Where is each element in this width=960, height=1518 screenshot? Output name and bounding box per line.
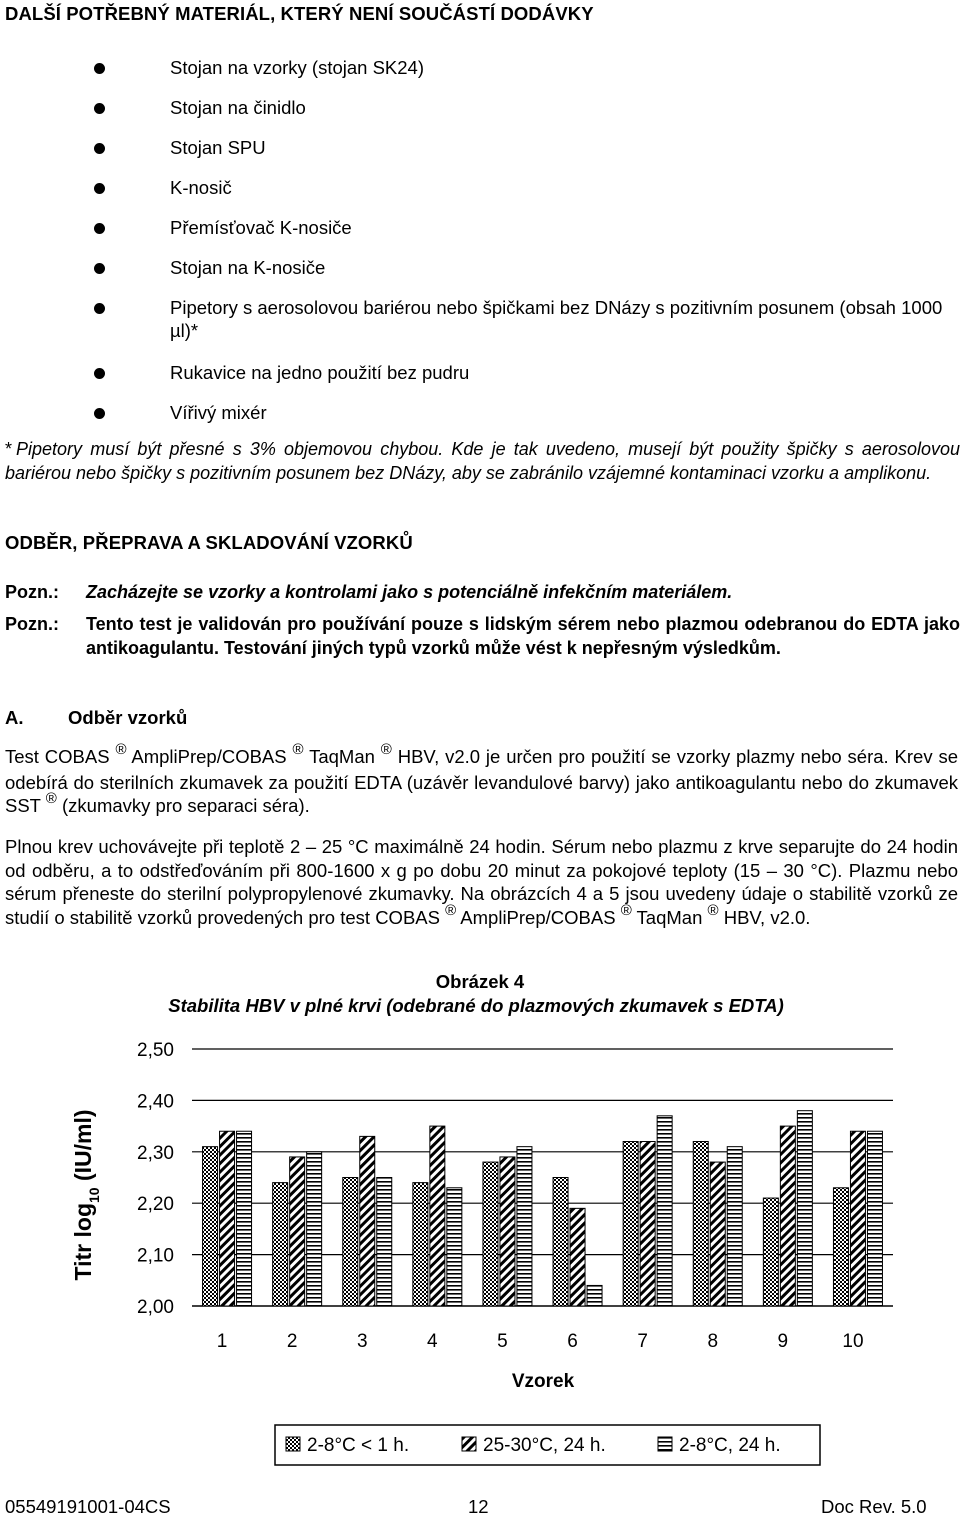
x-tick-label: 3: [356, 1331, 368, 1352]
stability-chart: [0, 1025, 960, 1495]
bar: [710, 1162, 725, 1306]
bar: [413, 1183, 428, 1306]
registered-mark: ®: [115, 741, 127, 758]
footer-doc-number: 05549191001-04CS: [5, 1496, 171, 1517]
bar: [273, 1183, 288, 1306]
legend-swatch: [286, 1437, 300, 1451]
legend: [275, 1425, 820, 1465]
y-tick-label: 2,10: [137, 1245, 174, 1267]
bullet-icon: [94, 263, 105, 274]
sampling-heading: ODBĚR, PŘEPRAVA A SKLADOVÁNÍ VZORKŮ: [5, 532, 413, 553]
x-tick-label: 8: [707, 1331, 719, 1352]
list-item-text: Vířivý mixér: [170, 402, 267, 423]
x-tick-label: 5: [497, 1331, 508, 1352]
x-tick-label: 4: [427, 1331, 438, 1352]
x-axis-label: Vzorek: [511, 1371, 575, 1392]
legend-label: 2-8°C, 24 h.: [679, 1435, 781, 1456]
legend-label: 25-30°C, 24 h.: [483, 1435, 606, 1456]
bullet-icon: [94, 408, 105, 419]
y-axis-label-main: Titr log: [70, 1203, 96, 1281]
bullet-icon: [94, 223, 105, 234]
section-letter: A.: [5, 707, 24, 728]
note-text: Tento test je validován pro používání pouze s lidským sérem nebo plazmou odebranou do EDTA jako antikoagulantu. Testování jiných typů vzorků může vést k nepřesným výsledkům.: [86, 614, 960, 658]
y-tick-label: 2,00: [137, 1297, 174, 1318]
bullet-icon: [94, 368, 105, 379]
bar: [237, 1131, 252, 1306]
y-tick-label: 2,30: [137, 1142, 174, 1164]
bar: [763, 1198, 778, 1306]
x-tick-label: 7: [637, 1331, 648, 1352]
figure-caption: Stabilita HBV v plné krvi (odebrané do plazmových zkumavek s EDTA): [168, 995, 784, 1016]
legend-label: 2-8°C < 1 h.: [307, 1435, 410, 1456]
y-tick-label: 2,20: [137, 1194, 174, 1216]
bar: [727, 1147, 742, 1306]
bar: [850, 1131, 865, 1306]
bar: [570, 1208, 585, 1306]
bars: [203, 1111, 883, 1306]
list-item-text: Stojan na K-nosiče: [170, 257, 326, 278]
bar: [430, 1126, 445, 1306]
bar: [623, 1142, 638, 1306]
text-run: HBV, v2.0.: [718, 906, 811, 928]
list-item-text: Stojan na vzorky (stojan SK24): [170, 57, 424, 78]
bar: [220, 1131, 235, 1306]
bar: [203, 1147, 218, 1306]
x-tick-label: 6: [567, 1331, 578, 1352]
list-item-text: Přemísťovač K-nosiče: [170, 217, 352, 238]
text-run: Plnou krev uchovávejte při teplotě 2 – 25 °C maximálně 24 hodin. Sérum nebo plazmu z krve separujte do 24 hodin od odběru, a to odstřeďováním při 800-1600 x g po dobu 20 minut za pokojové teploty (15 – 30 °C). Plazmu nebo sérum přeneste do sterilní polypropylenové zkumavky. Na obrázcích 4 a 5 jsou uvedeny údaje o stabilitě vzorků ze studií o stabilitě vzorků provedených pro test COBAS: [5, 836, 958, 928]
bar: [657, 1116, 672, 1306]
y-axis-label: [70, 1109, 102, 1280]
text-run: HBV, v2.0 je určen pro použití se vzorky plazmy nebo séra. Krev se odebírá do sterilních zkumavek za použití EDTA (uzávěr levandulové barvy) jako antikoagulantu nebo do zkumavek SST: [5, 746, 959, 816]
x-tick-label: 9: [777, 1331, 789, 1352]
bar: [797, 1111, 812, 1306]
bar: [693, 1142, 708, 1306]
text-run: Test COBAS: [5, 746, 110, 767]
bullet-icon: [94, 103, 105, 114]
bar: [867, 1131, 882, 1306]
bullet-icon: [94, 303, 105, 314]
bar: [587, 1285, 602, 1306]
list-item-text: Stojan na činidlo: [170, 97, 306, 118]
bar: [500, 1157, 515, 1306]
x-axis-ticks: [217, 1331, 864, 1352]
list-item-text: K-nosič: [170, 177, 232, 198]
list-item-text: Rukavice na jedno použití bez pudru: [170, 362, 470, 383]
text-run: TaqMan: [631, 906, 703, 928]
bar: [517, 1147, 532, 1306]
bar: [290, 1157, 305, 1306]
paragraph-storage: [5, 835, 958, 931]
registered-mark: ®: [45, 790, 57, 807]
section-title: Odběr vzorků: [68, 707, 188, 728]
material-heading: DALŠÍ POTŘEBNÝ MATERIÁL, KTERÝ NENÍ SOUČÁSTÍ DODÁVKY: [5, 3, 594, 24]
x-tick-label: 2: [286, 1331, 298, 1352]
bar: [780, 1126, 795, 1306]
bar: [360, 1136, 375, 1306]
note-text: Zacházejte se vzorky a kontrolami jako s potenciálně infekčním materiálem.: [86, 582, 733, 602]
legend-swatch: [462, 1437, 476, 1451]
bar: [483, 1162, 498, 1306]
footnote: [5, 437, 960, 485]
bullet-icon: [94, 143, 105, 154]
bullet-icon: [94, 63, 105, 74]
y-tick-label: 2,40: [137, 1091, 174, 1113]
footer-revision: Doc Rev. 5.0: [821, 1496, 927, 1517]
footnote-text: Pipetory musí být přesné s 3% objemovou chybou. Kde je tak uvedeno, musejí být použity špičky s aerosolovou bariérou nebo špičky s pozitivním posunem bez DNázy, aby se zabránilo vzájemné kontaminaci vzorku a amplikonu.: [5, 439, 960, 483]
registered-mark: ®: [620, 901, 632, 919]
text-run: AmpliPrep/COBAS: [126, 746, 287, 767]
y-axis-ticks: [137, 1040, 174, 1318]
legend-swatch: [658, 1437, 672, 1451]
x-tick-label: 1: [216, 1331, 228, 1352]
bar: [377, 1178, 392, 1307]
y-axis-label-unit: (IU/ml): [70, 1109, 96, 1188]
note-label: Pozn.:: [5, 582, 59, 602]
registered-mark: ®: [380, 741, 392, 758]
text-run: AmpliPrep/COBAS: [456, 906, 616, 928]
figure-number: Obrázek 4: [435, 971, 525, 992]
x-tick-label: 10: [842, 1331, 864, 1352]
footnote-marker: *: [5, 439, 13, 459]
text-run: TaqMan: [303, 746, 375, 767]
y-tick-label: 2,50: [137, 1040, 174, 1061]
bar: [833, 1188, 848, 1306]
text-run: (zkumavky pro separaci séra).: [56, 795, 310, 816]
list-item-text: Pipetory s aerosolovou bariérou nebo špičkami bez DNázy s pozitivním posunem (obsah 1000 µl)*: [170, 297, 943, 341]
bar: [640, 1142, 655, 1306]
bar: [307, 1152, 322, 1306]
registered-mark: ®: [292, 741, 304, 758]
bar: [343, 1178, 358, 1307]
footer-page-number: 12: [468, 1496, 489, 1517]
registered-mark: ®: [707, 901, 719, 919]
bar: [447, 1188, 462, 1306]
paragraph-sampling: [5, 741, 959, 820]
registered-mark: ®: [445, 901, 457, 919]
bullet-icon: [94, 183, 105, 194]
bar: [553, 1178, 568, 1307]
y-axis-label-subscript: 10: [86, 1187, 102, 1204]
note-label: Pozn.:: [5, 614, 59, 634]
list-item-text: Stojan SPU: [170, 137, 266, 158]
